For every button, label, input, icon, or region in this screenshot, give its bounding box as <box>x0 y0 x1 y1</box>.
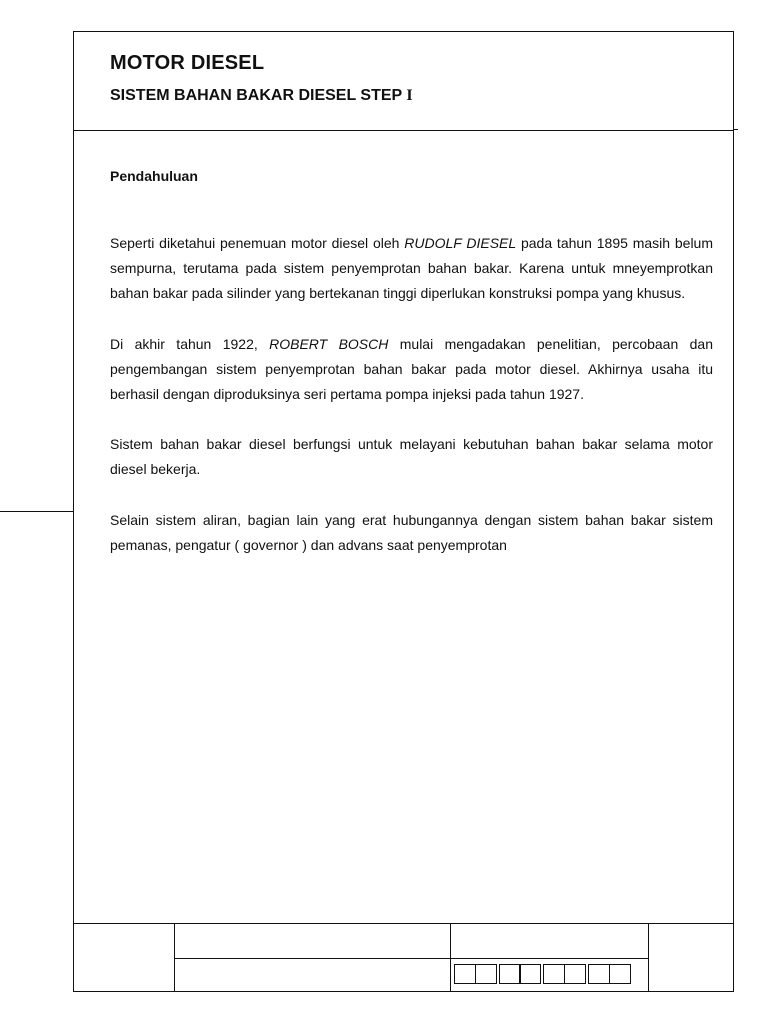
paragraph-1-text-a: Seperti diketahui penemuan motor diesel oleh <box>110 235 405 251</box>
document-title: MOTOR DIESEL <box>110 52 265 74</box>
code-box <box>499 964 521 984</box>
code-box <box>609 964 631 984</box>
document-header <box>74 32 733 131</box>
code-box <box>588 964 610 984</box>
code-box <box>475 964 497 984</box>
margin-tick-line <box>0 511 73 512</box>
document-footer-table <box>74 923 733 991</box>
paragraph-2-emphasis: ROBERT BOSCH <box>269 335 389 352</box>
code-box-group-2 <box>499 964 542 984</box>
paragraph-1-emphasis: RUDOLF DIESEL <box>404 235 517 251</box>
footer-row-divider <box>174 958 648 959</box>
paragraph-4: Selain sistem aliran, bagian lain yang erat hubungannya dengan sistem bahan bakar sistem pemanas, pengatur ( governor ) dan advans saat penyemprotan <box>110 511 713 553</box>
paragraph-2-text-b: mulai mengadakan penelitian, percobaan dan pengembangan sistem penyemprotan bahan bakar pada motor diesel. Akhirnya usaha itu berhasil dengan diproduksinya seri pertama pompa injeksi pada tahun 1927. <box>110 335 713 403</box>
code-box-group-4 <box>588 964 631 984</box>
document-body <box>110 164 713 583</box>
subtitle-text: SISTEM BAHAN BAKAR DIESEL STEP <box>110 87 407 104</box>
section-heading: Pendahuluan <box>110 168 198 184</box>
paragraph-3: Sistem bahan bakar diesel berfungsi untuk melayani kebutuhan bahan bakar selama motor diesel bekerja. <box>110 436 713 478</box>
subtitle-step-numeral: I <box>406 87 413 104</box>
footer-divider-3 <box>648 924 649 991</box>
document-subtitle <box>110 87 413 105</box>
code-box <box>564 964 586 984</box>
code-box-group-1 <box>454 964 497 984</box>
header-rule-extension <box>734 129 738 130</box>
paragraph-1 <box>110 231 713 307</box>
paragraph-2 <box>110 332 713 408</box>
code-box-group-3 <box>543 964 586 984</box>
footer-code-boxes <box>454 964 631 984</box>
code-box <box>454 964 476 984</box>
code-box <box>519 964 541 984</box>
code-box <box>543 964 565 984</box>
paragraph-2-text-a: Di akhir tahun 1922, <box>110 335 270 352</box>
paragraph-1-text-b: pada tahun 1895 masih belum sempurna, terutama pada sistem penyemprotan bahan bakar. Karena untuk mneyemprotkan bahan bakar pada silinder yang bertekanan tinggi diperlukan konstruksi pompa yang khusus. <box>110 235 714 302</box>
